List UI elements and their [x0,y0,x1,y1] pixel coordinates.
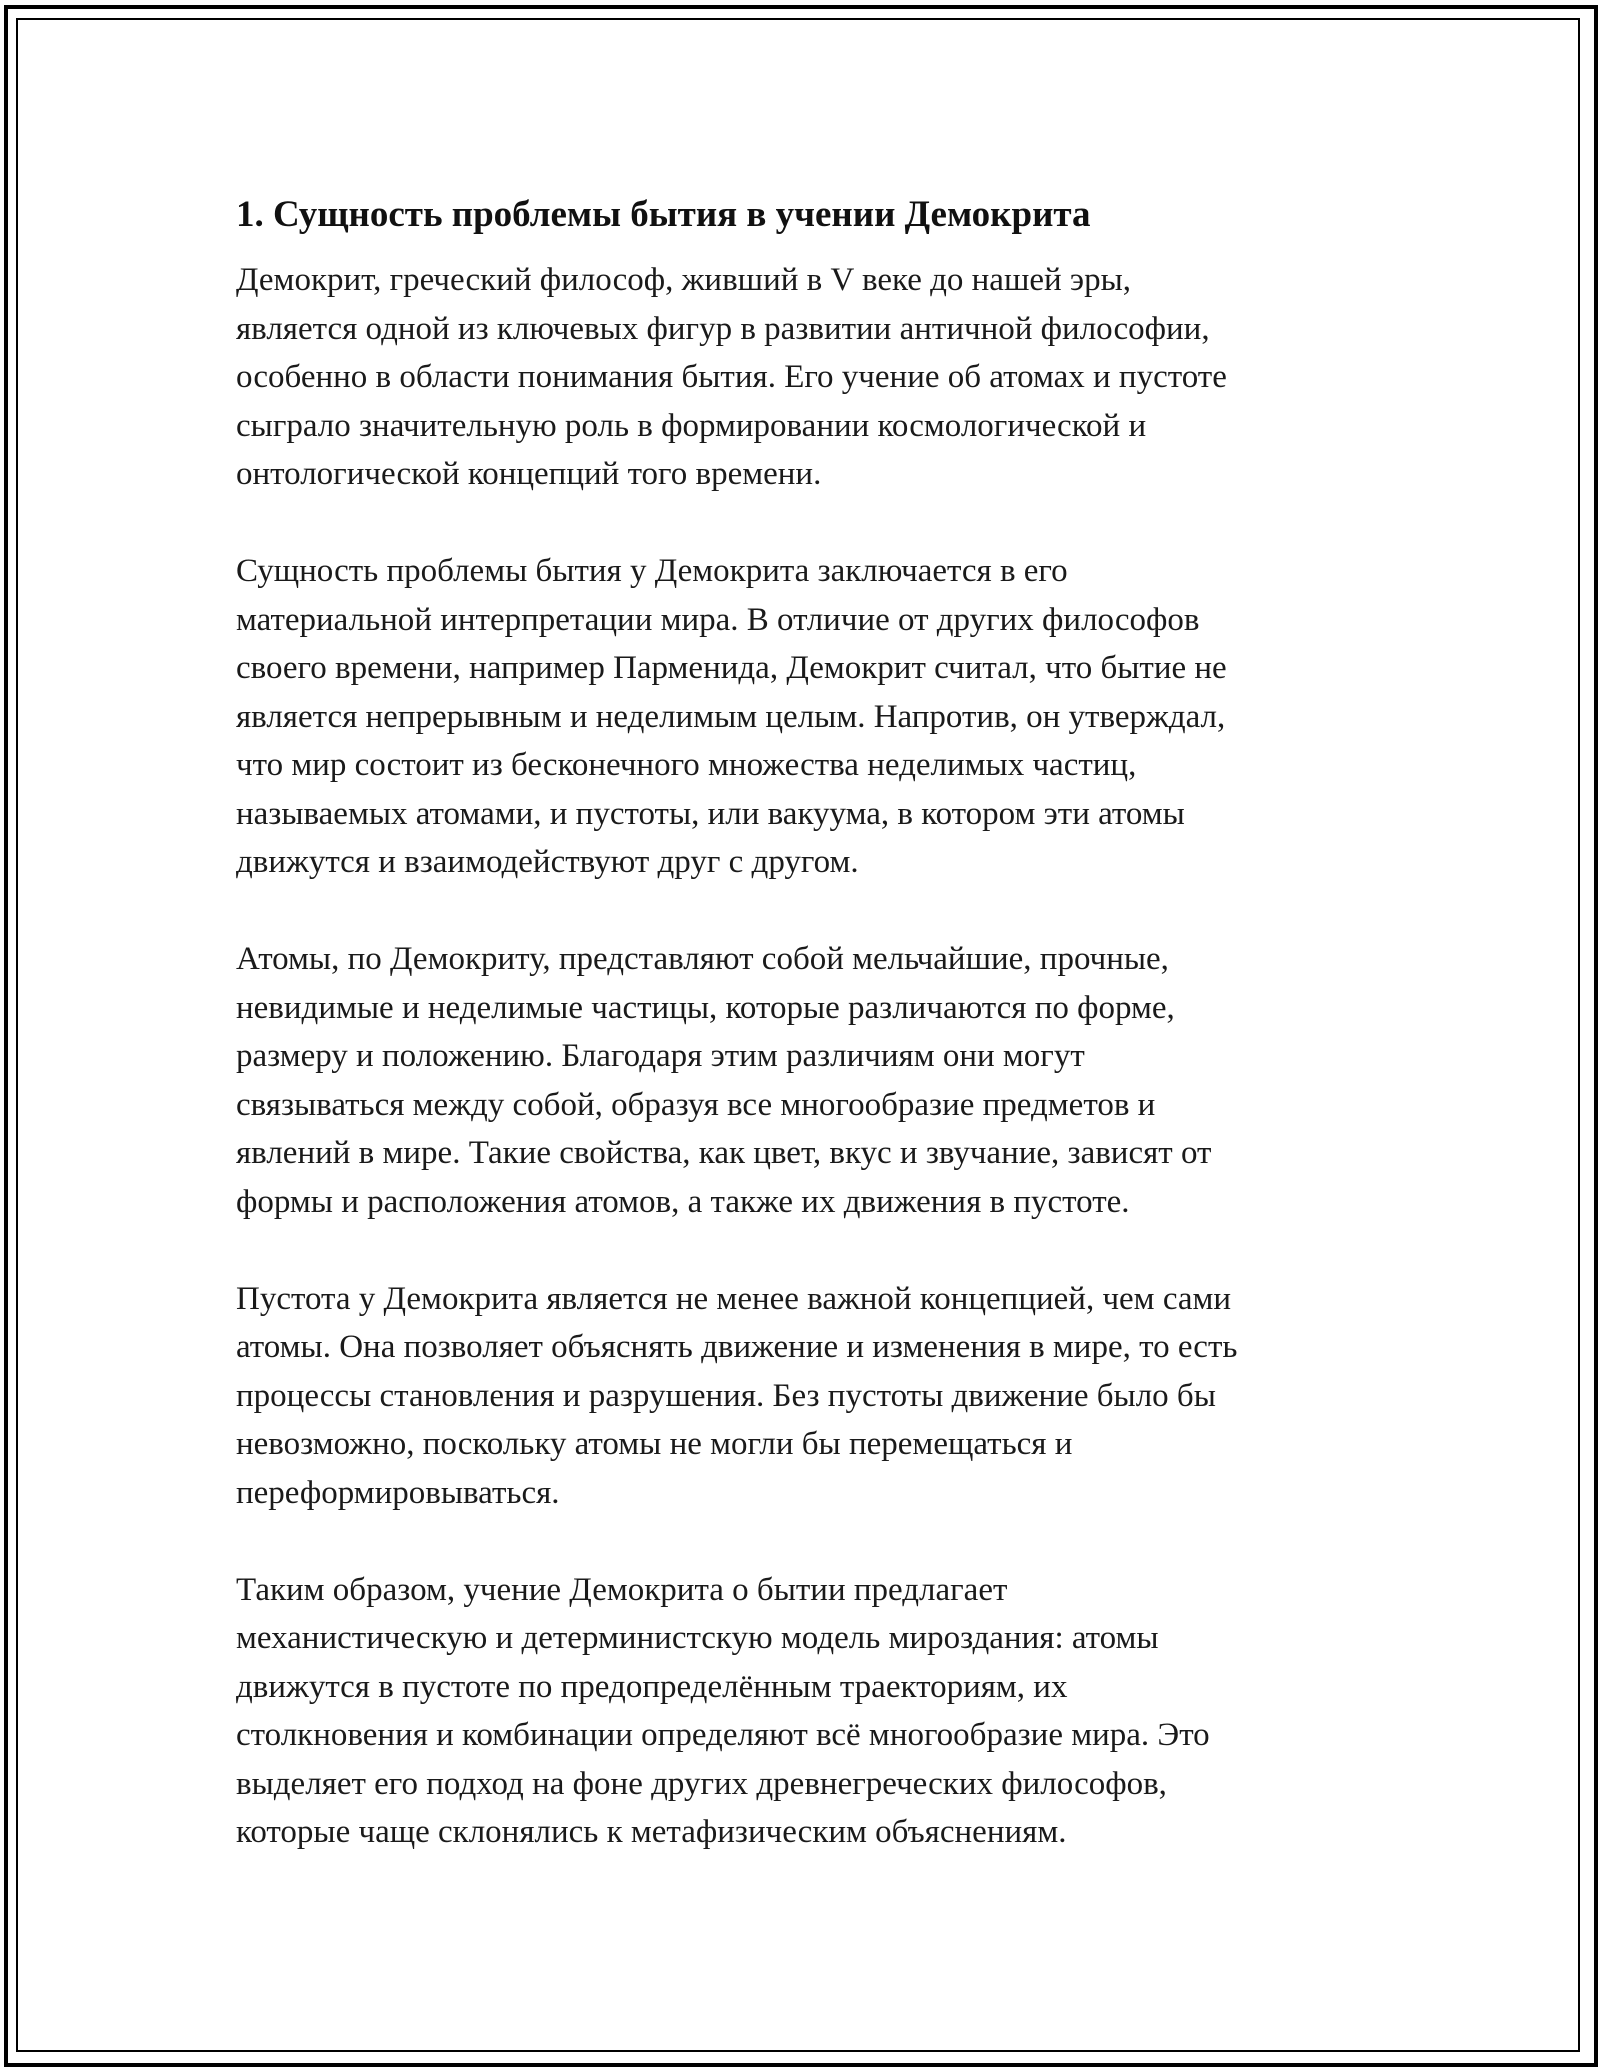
paragraph [236,935,1376,1226]
paragraph-line: онтологической концепций того времени. [236,456,822,492]
paragraph-line: явлений в мире. Такие свойства, как цвет, вкус и звучание, зависят от [236,1135,1212,1171]
paragraph-line: атомы. Она позволяет объяснять движение и изменения в мире, то есть [236,1329,1238,1365]
paragraph-line: называемых атомами, и пустоты, или вакуума, в котором эти атомы [236,795,1185,832]
paragraph [236,547,1376,887]
paragraph-line: что мир состоит из бесконечного множества неделимых частиц, [236,747,1137,783]
document-body [236,186,1376,1905]
paragraph [236,256,1376,499]
paragraph-line: Сущность проблемы бытия у Демокрита заключается в его [236,553,1068,589]
paragraph-line: размеру и положению. Благодаря этим различиям они могут [236,1038,1085,1074]
paragraph-list [236,256,1376,1857]
paragraph-line: движутся в пустоте по предопределённым траекториям, их [236,1668,1068,1705]
paragraph-line: Пустота у Демокрита является не менее важной концепцией, чем сами [236,1280,1232,1317]
paragraph [236,1566,1376,1857]
paragraph-line: формы и расположения атомов, а также их движения в пустоте. [236,1183,1130,1220]
paragraph-line: движутся и взаимодействуют друг с другом. [236,844,859,880]
section-heading: 1. Сущность проблемы бытия в учении Демокрита [236,194,1091,235]
paragraph-line: является непрерывным и неделимым целым. Напротив, он утверждал, [236,698,1226,735]
paragraph-line: сыграло значительную роль в формировании космологической и [236,407,1147,444]
paragraph-line: связываться между собой, образуя все многообразие предметов и [236,1086,1156,1123]
paragraph-line: Атомы, по Демокриту, представляют собой мельчайшие, прочные, [236,941,1169,977]
paragraph-line: невозможно, поскольку атомы не могли бы перемещаться и [236,1426,1073,1462]
paragraph-line: выделяет его подход на фоне других древнегреческих философов, [236,1765,1167,1802]
paragraph-line: которые чаще склонялись к метафизическим объяснениям. [236,1814,1067,1850]
paragraph-line: процессы становления и разрушения. Без пустоты движение было бы [236,1377,1216,1414]
paragraph-line: переформировываться. [236,1474,560,1511]
paragraph-line: столкновения и комбинации определяют всё многообразие мира. Это [236,1717,1210,1753]
paragraph-line: невидимые и неделимые частицы, которые различаются по форме, [236,989,1175,1026]
paragraph-line: является одной из ключевых фигур в развитии античной философии, [236,310,1210,347]
paragraph [236,1275,1376,1518]
paragraph-line: механистическую и детерминистскую модель мироздания: атомы [236,1620,1159,1656]
paragraph-line: своего времени, например Парменида, Демокрит считал, что бытие не [236,650,1227,686]
paragraph-line: Таким образом, учение Демокрита о бытии предлагает [236,1571,1008,1608]
paragraph-line: материальной интерпретации мира. В отличие от других философов [236,601,1200,638]
paragraph-line: особенно в области понимания бытия. Его учение об атомах и пустоте [236,359,1227,395]
paragraph-line: Демокрит, греческий философ, живший в V веке до нашей эры, [236,262,1131,298]
